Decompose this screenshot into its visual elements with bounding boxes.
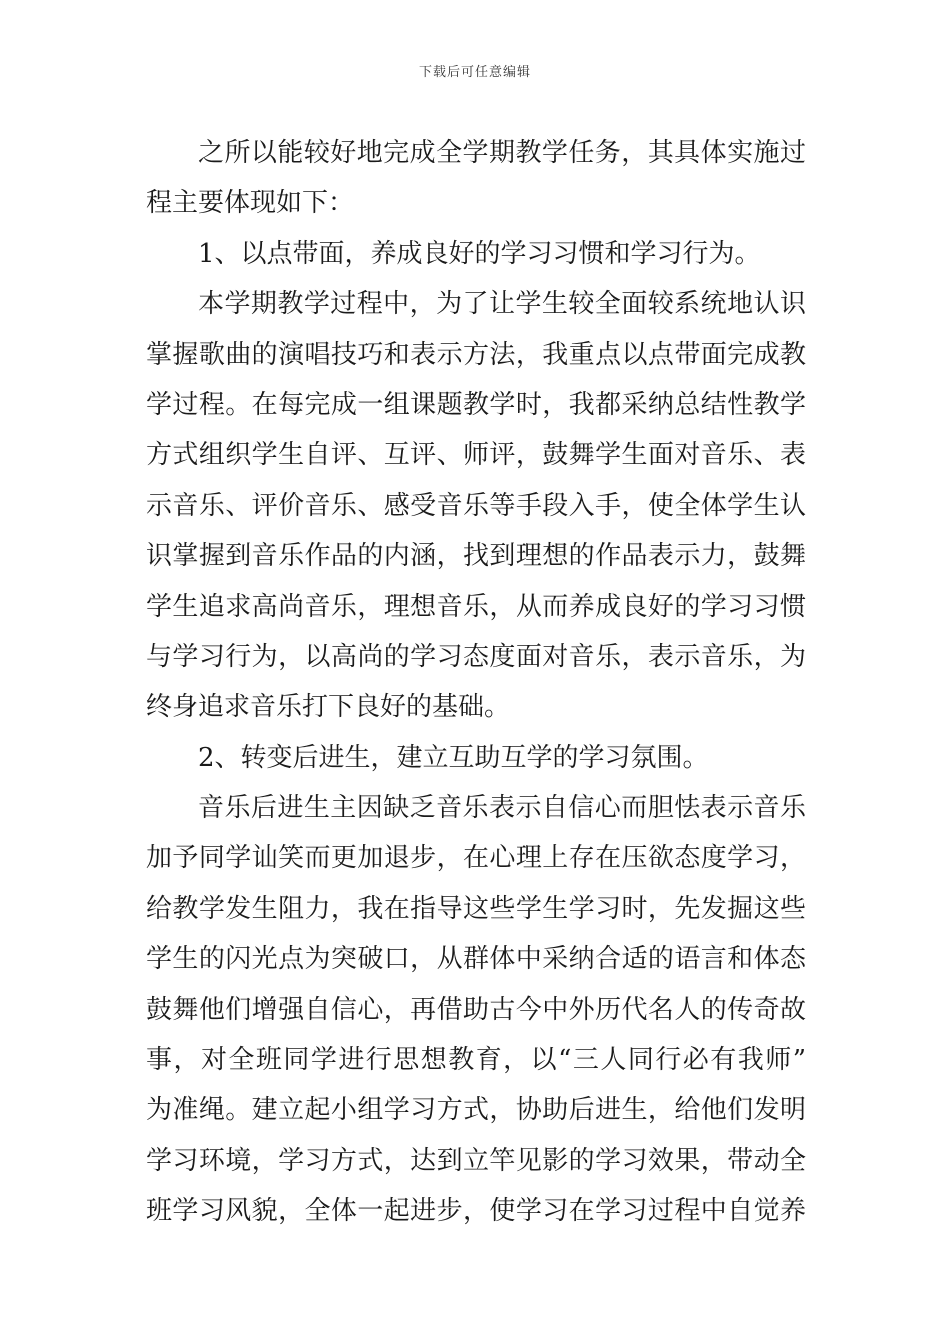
text-line: 为准绳。建立起小组学习方式，协助后进生，给他们发明	[146, 1095, 806, 1126]
text-line: 学过程。在每完成一组课题教学时，我都采纳总结性教学	[146, 389, 806, 420]
text-line: 班学习风貌，全体一起进步，使学习在学习过程中自觉养	[146, 1196, 806, 1227]
header-note: 下载后可任意编辑	[418, 65, 531, 80]
text-line: 学习环境，学习方式，达到立竿见影的学习效果，带动全	[146, 1145, 806, 1176]
text-line: 音乐后进生主因缺乏音乐表示自信心而胆怯表示音乐	[198, 793, 806, 824]
text-line: 事，对全班同学进行思想教育，以“三人同行必有我师”	[146, 1045, 806, 1076]
text-line: 终身追求音乐打下良好的基础。	[146, 692, 511, 723]
text-line: 识掌握到音乐作品的内涵，找到理想的作品表示力，鼓舞	[146, 541, 806, 572]
text-line: 1、以点带面，养成良好的学习习惯和学习行为。	[198, 238, 761, 269]
text-line: 给教学发生阻力，我在指导这些学生学习时，先发掘这些	[146, 893, 806, 924]
body-text	[146, 128, 806, 1237]
text-line: 方式组织学生自评、互评、师评，鼓舞学生面对音乐、表	[146, 440, 806, 471]
text-line: 学生的闪光点为突破口，从群体中采纳合适的语言和体态	[146, 944, 806, 975]
text-line: 加予同学讪笑而更加退步，在心理上存在压欲态度学习，	[146, 843, 806, 874]
text-line: 与学习行为，以高尚的学习态度面对音乐，表示音乐，为	[146, 641, 806, 672]
text-line: 之所以能较好地完成全学期教学任务，其具体实施过	[198, 138, 806, 168]
text-line: 2、转变后进生，建立互助互学的学习氛围。	[198, 742, 709, 773]
text-line: 学生追求高尚音乐，理想音乐，从而养成良好的学习习惯	[146, 591, 806, 622]
text-line: 鼓舞他们增强自信心，再借助古今中外历代名人的传奇故	[146, 994, 806, 1025]
text-line: 示音乐、评价音乐、感受音乐等手段入手，使全体学生认	[146, 490, 806, 521]
text-line: 本学期教学过程中，为了让学生较全面较系统地认识	[198, 289, 806, 320]
text-line: 掌握歌曲的演唱技巧和表示方法，我重点以点带面完成教	[146, 339, 806, 370]
text-line: 程主要体现如下：	[146, 188, 355, 219]
